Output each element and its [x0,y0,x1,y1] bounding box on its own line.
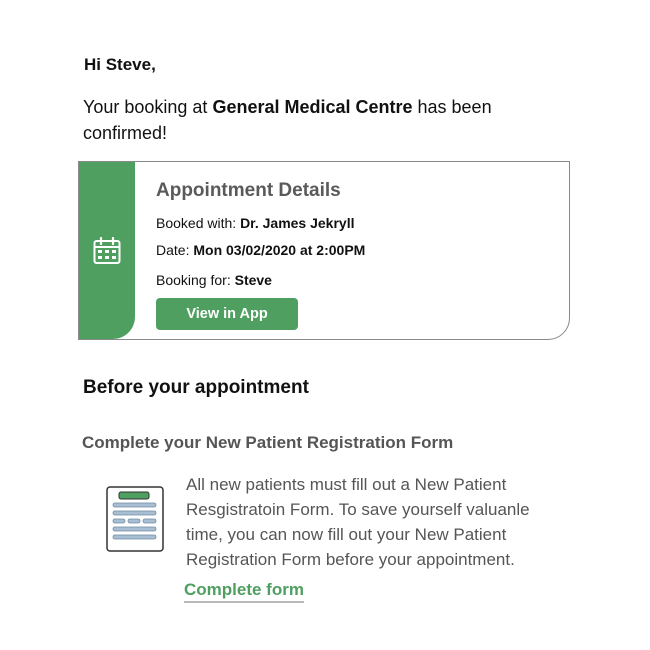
appointment-details-title: Appointment Details [156,180,341,201]
greeting-text: Hi Steve, [84,55,156,74]
date-row [156,242,365,258]
complete-form-link[interactable]: Complete form [184,580,304,603]
booking-for-label: Booking for: [156,272,235,288]
booked-with-value: Dr. James Jekryll [240,215,355,231]
registration-form-description: All new patients must fill out a New Patient Resgistratoin Form. To save yourself valuanle time, you can now fill out your New Patient Registration Form before your appointment. [186,475,530,569]
calendar-icon [92,236,122,266]
registration-form-heading: Complete your New Patient Registration Form [82,433,454,452]
date-value: Mon 03/02/2020 at 2:00PM [193,242,366,258]
booking-for-value: Steve [234,272,272,288]
intro-suffix: has been confirmed! [83,97,492,143]
booking-confirmation-text [83,94,553,146]
view-in-app-button[interactable]: View in App [156,298,298,330]
clinic-name: General Medical Centre [212,97,413,117]
booking-for-row [156,272,272,288]
booked-with-label: Booked with: [156,215,241,231]
booked-with-row [156,215,354,231]
intro-prefix: Your booking at [83,97,213,117]
appointment-details-card [78,161,570,340]
date-label: Date: [156,242,194,258]
form-document-icon [106,486,164,557]
before-appointment-heading: Before your appointment [83,377,309,398]
card-accent-band [79,162,135,339]
